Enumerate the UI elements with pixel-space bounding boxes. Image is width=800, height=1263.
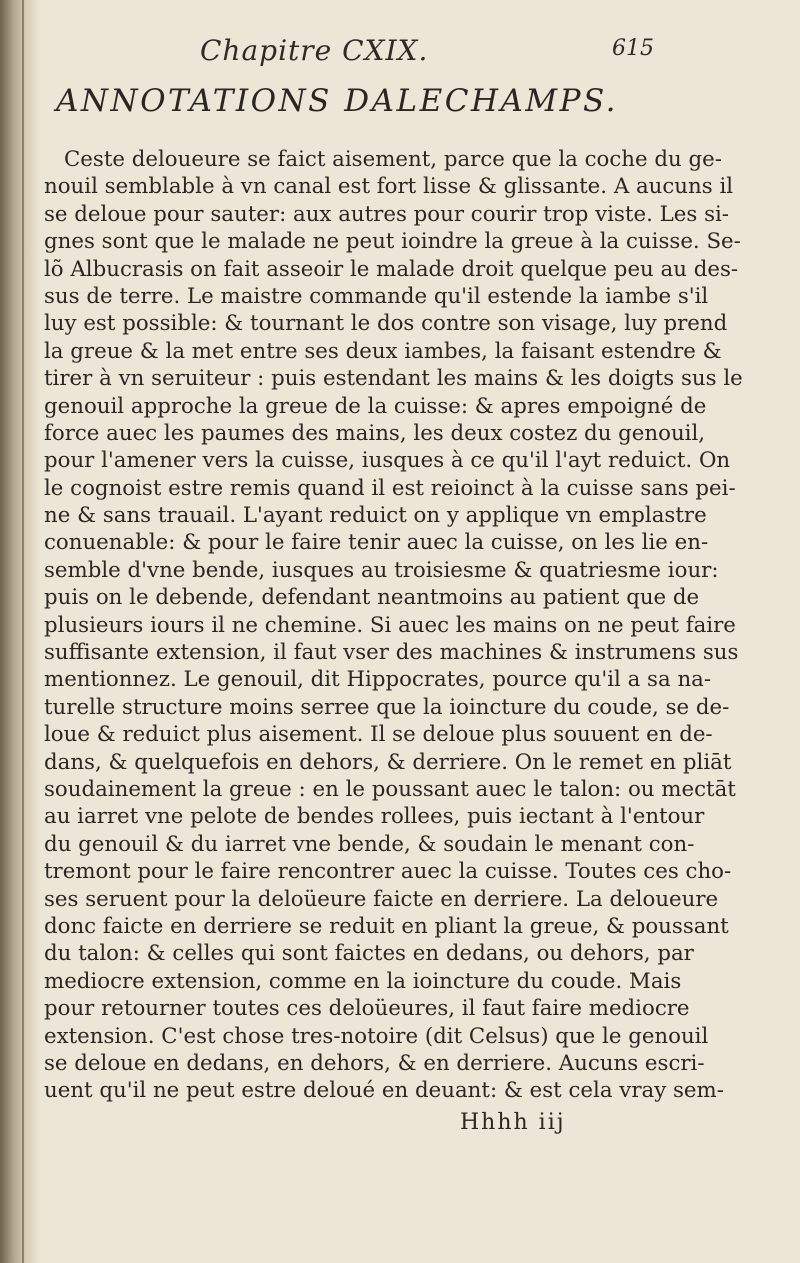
text-line: suffisante extension, il faut vser des machines & instrumens sus — [44, 640, 739, 666]
text-line: plusieurs iours il ne chemine. Si auec les mains on ne peut faire — [44, 612, 736, 638]
text-line: pour retourner toutes ces deloüeures, il faut faire mediocre — [44, 996, 690, 1022]
text-line: turelle structure moins serree que la ioincture du coude, se de- — [44, 694, 730, 720]
text-line: du genouil & du iarret vne bende, & soudain le menant con- — [44, 831, 695, 857]
binding-shadow — [22, 0, 24, 1263]
book-page — [40, 0, 800, 1263]
text-line: semble d'vne bende, iusques au troisiesme & quatriesme iour: — [44, 557, 719, 583]
text-line: du talon: & celles qui sont faictes en dedans, ou dehors, par — [44, 941, 694, 967]
text-line: donc faicte en derriere se reduit en pliant la greue, & poussant — [44, 913, 729, 939]
text-line: tirer à vn seruiteur : puis estendant les mains & les doigts sus le — [44, 366, 743, 392]
text-line: extension. C'est chose tres-notoire (dit Celsus) que le genouil — [44, 1023, 709, 1049]
text-line: luy est possible: & tournant le dos contre son visage, luy prend — [44, 311, 728, 337]
text-line: pour l'amener vers la cuisse, iusques à ce qu'il l'ayt reduict. On — [44, 448, 731, 474]
text-line: mentionnez. Le genouil, dit Hippocrates, pource qu'il a sa na- — [44, 667, 712, 693]
signature-mark: Hhhh iij — [460, 1110, 566, 1135]
page-number: 615 — [612, 36, 654, 61]
text-line: puis on le debende, defendant neantmoins au patient que de — [44, 585, 700, 611]
text-line: nouil semblable à vn canal est fort lisse & glissante. A aucuns il — [44, 174, 734, 200]
running-head — [40, 28, 660, 68]
text-line: se deloue pour sauter: aux autres pour courir trop viste. Les si- — [44, 201, 730, 227]
text-line: loue & reduict plus aisement. Il se deloue plus souuent en de- — [44, 722, 713, 748]
text-line: ne & sans trauail. L'ayant reduict on y applique vn emplastre — [44, 503, 707, 529]
text-line: se deloue en dedans, en dehors, & en derriere. Aucuns escri- — [44, 1050, 705, 1076]
text-line: Ceste deloueure se faict aisement, parce que la coche du ge- — [64, 147, 722, 172]
text-line: ses seruent pour la deloüeure faicte en derriere. La deloueure — [44, 886, 719, 912]
text-line: lõ Albucrasis on fait asseoir le malade droit quelque peu au des- — [44, 256, 739, 282]
text-line: uent qu'il ne peut estre deloué en deuant: & est cela vray sem- — [44, 1078, 724, 1104]
text-line: tremont pour le faire rencontrer auec la cuisse. Toutes ces cho- — [44, 859, 732, 885]
text-line: gnes sont que le malade ne peut ioindre la greue à la cuisse. Se- — [44, 229, 741, 255]
body-text — [44, 146, 743, 1105]
page-gutter — [0, 0, 40, 1263]
chapter-heading: Chapitre CXIX. — [200, 34, 429, 67]
section-title: ANNOTATIONS DALECHAMPS. — [56, 83, 618, 119]
text-line: mediocre extension, comme en la ioincture du coude. Mais — [44, 968, 682, 994]
text-line: sus de terre. Le maistre commande qu'il estende la iambe s'il — [44, 283, 709, 309]
text-line: au iarret vne pelote de bendes rollees, puis iectant à l'entour — [44, 804, 705, 830]
text-line: le cognoist estre remis quand il est reioinct à la cuisse sans pei- — [44, 475, 736, 501]
text-line: la greue & la met entre ses deux iambes, la faisant estendre & — [44, 338, 722, 364]
text-line: conuenable: & pour le faire tenir auec la cuisse, on les lie en- — [44, 530, 709, 556]
text-line: soudainement la greue : en le poussant auec le talon: ou mectāt — [44, 776, 736, 802]
text-line: dans, & quelquefois en dehors, & derriere. On le remet en pliāt — [44, 749, 732, 775]
text-line: genouil approche la greue de la cuisse: & apres empoigné de — [44, 393, 707, 419]
text-line: force auec les paumes des mains, les deux costez du genouil, — [44, 420, 706, 446]
